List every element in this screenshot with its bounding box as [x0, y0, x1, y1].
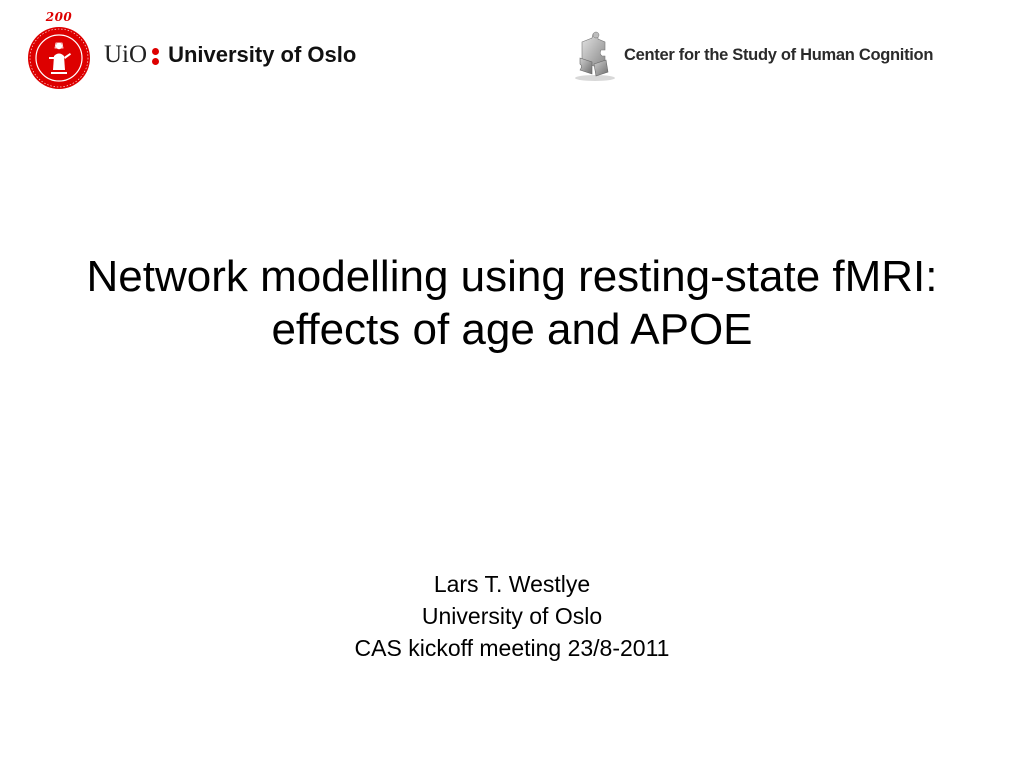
author-block: [0, 568, 1024, 664]
uio-name: University of Oslo: [168, 42, 357, 67]
title-line-2: effects of age and APOE: [271, 305, 753, 354]
event-info: CAS kickoff meeting 23/8-2011: [354, 635, 670, 661]
author-name: Lars T. Westlye: [433, 571, 591, 597]
puzzle-figure-icon: [572, 28, 618, 82]
seal-year: 200: [45, 10, 73, 24]
title-line-1: Network modelling using resting-state fMRI:: [86, 252, 938, 301]
uio-colon-mark: [152, 48, 159, 65]
seal-wrap: [26, 10, 92, 90]
uio-abbreviation: UiO: [104, 41, 148, 68]
uio-logo: [26, 10, 356, 90]
slide-title: [0, 250, 1024, 356]
cshc-logo: [572, 28, 933, 82]
cshc-name: Center for the Study of Human Cognition: [624, 45, 934, 64]
author-affiliation: University of Oslo: [421, 603, 603, 629]
university-seal-icon: [27, 26, 91, 90]
